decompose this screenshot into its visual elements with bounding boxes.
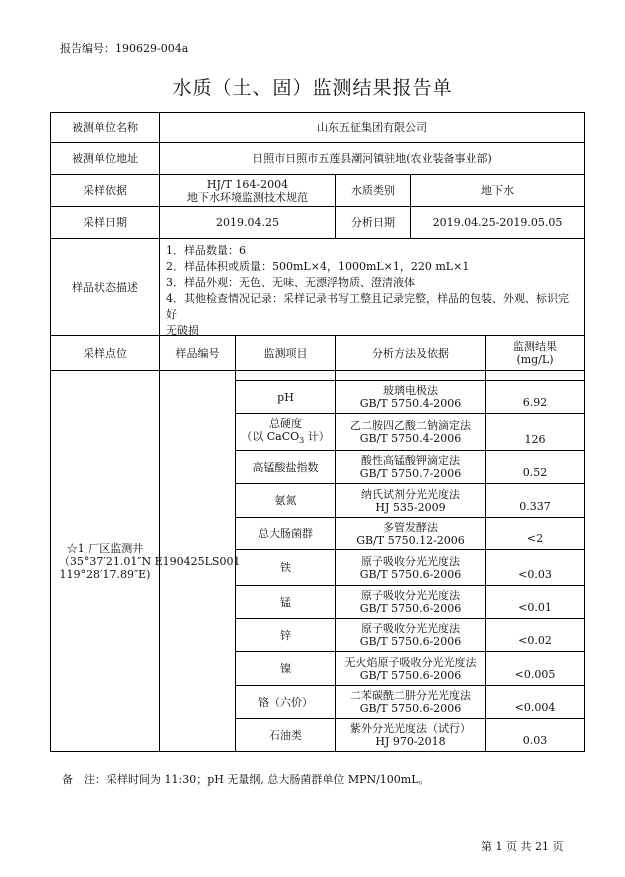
monitor-item bbox=[236, 686, 336, 719]
monitor-result: <0.004 bbox=[486, 686, 585, 719]
row-unit-name bbox=[51, 113, 585, 143]
analysis-method bbox=[336, 484, 486, 518]
header-result-title: 监测结果 bbox=[513, 340, 557, 353]
monitor-result: <0.03 bbox=[486, 550, 585, 586]
row-unit-address bbox=[51, 143, 585, 175]
analysis-method bbox=[336, 518, 486, 550]
method-standard: GB/T 5750.6-2006 bbox=[359, 567, 462, 581]
analysis-method bbox=[336, 719, 486, 752]
method-name: 原子吸收分光光度法 bbox=[361, 554, 460, 568]
method-standard: GB/T 5750.6-2006 bbox=[359, 602, 462, 615]
method-standard: GB/T 5750.6-2006 bbox=[359, 668, 462, 682]
unit-address-value: 日照市日照市五莲县潮河镇驻地(农业装备事业部) bbox=[160, 143, 585, 175]
method-name: 原子吸收分光光度法 bbox=[361, 622, 460, 635]
analysis-method bbox=[336, 619, 486, 652]
monitor-result: <0.01 bbox=[486, 586, 585, 619]
table-row bbox=[236, 484, 585, 518]
monitor-item-name: 石油类 bbox=[269, 728, 302, 742]
method-name: 多管发酵法 bbox=[383, 520, 438, 534]
method-standard: GB/T 5750.6-2006 bbox=[359, 702, 462, 715]
method-name: 酸性高锰酸钾滴定法 bbox=[361, 454, 460, 467]
row-sample-state bbox=[51, 239, 585, 336]
analysis-method bbox=[336, 686, 486, 719]
monitor-item-name: 高锰酸盐指数 bbox=[252, 460, 319, 474]
report-number: 报告编号：190629-004a bbox=[60, 42, 189, 55]
method-standard: HJ 535-2009 bbox=[375, 500, 446, 514]
monitor-item-name: 总硬度 bbox=[269, 416, 302, 430]
row-dates bbox=[51, 207, 585, 239]
method-name: 原子吸收分光光度法 bbox=[361, 589, 460, 602]
monitor-item-name: 锌 bbox=[280, 628, 291, 642]
sampling-point-name: ☆1 厂区监测井 bbox=[66, 541, 144, 555]
analysis-method bbox=[336, 451, 486, 484]
monitor-result: 0.337 bbox=[486, 484, 585, 518]
water-type-value: 地下水 bbox=[411, 175, 585, 207]
monitor-result: 0.03 bbox=[486, 719, 585, 752]
sample-date-label: 采样日期 bbox=[51, 207, 160, 239]
row-column-headers bbox=[51, 336, 585, 371]
method-standard: GB/T 5750.4-2006 bbox=[359, 397, 462, 410]
table-row bbox=[236, 686, 585, 719]
header-monitor-item: 监测项目 bbox=[236, 336, 336, 371]
sample-date-value: 2019.04.25 bbox=[160, 207, 336, 239]
monitor-item bbox=[236, 451, 336, 484]
items-rows bbox=[236, 381, 585, 752]
report-table bbox=[50, 112, 585, 752]
unit-name-label: 被测单位名称 bbox=[51, 113, 160, 143]
method-standard: HJ 970-2018 bbox=[375, 735, 446, 748]
table-row bbox=[236, 414, 585, 451]
analysis-method bbox=[336, 652, 486, 686]
unit-address-label: 被测单位地址 bbox=[51, 143, 160, 175]
monitor-result: <0.005 bbox=[486, 652, 585, 686]
sample-state-line: 3．样品外观：无色、无味、无漂浮物质、澄清液体 bbox=[166, 276, 415, 289]
analysis-date-label: 分析日期 bbox=[336, 207, 411, 239]
method-standard: GB/T 5750.7-2006 bbox=[359, 467, 462, 480]
sampling-basis-value bbox=[160, 175, 336, 207]
basis-standard: HJ/T 164-2004 bbox=[206, 177, 289, 191]
sample-state-line: 4．其他检查情况记录：采样记录书写工整且记录完整，样品的包装、外观、标识完好 bbox=[166, 292, 569, 321]
monitor-item bbox=[236, 414, 336, 451]
table-row bbox=[236, 719, 585, 752]
monitor-item bbox=[236, 550, 336, 586]
header-sample-code: 样品编号 bbox=[160, 336, 236, 371]
header-result-unit: (mg/L) bbox=[516, 353, 554, 366]
method-standard: GB/T 5750.12-2006 bbox=[356, 533, 465, 547]
method-standard: GB/T 5750.6-2006 bbox=[359, 635, 462, 648]
sample-state-line: 无破损 bbox=[166, 324, 199, 337]
header-result bbox=[486, 336, 585, 371]
monitor-item bbox=[236, 619, 336, 652]
sampling-point-lon: 119°28′17.89″E) bbox=[59, 567, 151, 581]
monitor-result: <0.02 bbox=[486, 619, 585, 652]
analysis-method bbox=[336, 414, 486, 451]
monitor-item-name: 铁 bbox=[280, 561, 291, 574]
analysis-date-value: 2019.04.25-2019.05.05 bbox=[411, 207, 585, 239]
sampling-basis-label: 采样依据 bbox=[51, 175, 160, 207]
items-list bbox=[236, 371, 585, 752]
header-sampling-point: 采样点位 bbox=[51, 336, 160, 371]
method-name: 乙二胺四乙酸二钠滴定法 bbox=[350, 419, 471, 432]
table-row bbox=[236, 451, 585, 484]
method-standard: GB/T 5750.4-2006 bbox=[359, 432, 462, 445]
method-name: 无火焰原子吸收分光光度法 bbox=[344, 655, 477, 669]
row-sampling-basis bbox=[51, 175, 585, 207]
monitor-item-name: 氨氮 bbox=[274, 494, 297, 507]
monitor-item bbox=[236, 381, 336, 414]
monitor-item bbox=[236, 586, 336, 619]
items-area bbox=[51, 371, 585, 752]
remarks: 备 注：采样时间为 11:30；pH 无量纲, 总大肠菌群单位 MPN/100mL。 bbox=[62, 773, 430, 786]
monitor-item bbox=[236, 719, 336, 752]
table-row bbox=[236, 652, 585, 686]
table-row bbox=[236, 381, 585, 414]
table-row bbox=[236, 586, 585, 619]
page-title: 水质（土、固）监测结果报告单 bbox=[172, 77, 453, 99]
sample-state-line: 1．样品数量：6 bbox=[166, 244, 246, 257]
basis-name: 地下水环境监测技术规范 bbox=[187, 190, 308, 204]
monitor-result: 126 bbox=[486, 414, 585, 451]
unit-name-value: 山东五征集团有限公司 bbox=[160, 113, 585, 143]
table-row bbox=[236, 619, 585, 652]
header-method: 分析方法及依据 bbox=[336, 336, 486, 371]
water-type-label: 水质类别 bbox=[336, 175, 411, 207]
sample-code: E190425LS001 bbox=[160, 371, 236, 752]
sample-state-line: 2．样品体积或质量：500mL×4，1000mL×1，220 mL×1 bbox=[166, 260, 470, 273]
sampling-point bbox=[51, 371, 160, 752]
analysis-method bbox=[336, 550, 486, 586]
monitor-item bbox=[236, 484, 336, 518]
monitor-item bbox=[236, 652, 336, 686]
monitor-item-name: 总大肠菌群 bbox=[258, 527, 313, 540]
monitor-result: <2 bbox=[486, 518, 585, 550]
monitor-item-name: 锰 bbox=[280, 595, 291, 609]
monitor-item-name: 铬（六价） bbox=[258, 695, 313, 709]
sample-state-label: 样品状态描述 bbox=[51, 239, 160, 336]
monitor-item bbox=[236, 518, 336, 550]
monitor-item-name: 镍 bbox=[280, 662, 291, 675]
method-name: 紫外分光光度法（试行） bbox=[350, 722, 471, 735]
monitor-item-name: pH bbox=[277, 390, 294, 404]
sample-state-list bbox=[160, 239, 585, 336]
analysis-method bbox=[336, 381, 486, 414]
table-row bbox=[236, 550, 585, 586]
analysis-method bbox=[336, 586, 486, 619]
method-name: 纳氏试剂分光光度法 bbox=[361, 487, 460, 501]
page-number: 第 1 页 共 21 页 bbox=[481, 840, 564, 853]
monitor-result: 6.92 bbox=[486, 381, 585, 414]
method-name: 玻璃电极法 bbox=[383, 384, 438, 397]
sampling-point-lat: （35°37′21.01″N bbox=[58, 554, 152, 568]
monitor-item-basis: （以 CaCO$_3$ 计） bbox=[241, 429, 330, 446]
method-name: 二苯碳酰二肼分光光度法 bbox=[350, 689, 471, 702]
table-row bbox=[236, 518, 585, 550]
monitor-result: 0.52 bbox=[486, 451, 585, 484]
